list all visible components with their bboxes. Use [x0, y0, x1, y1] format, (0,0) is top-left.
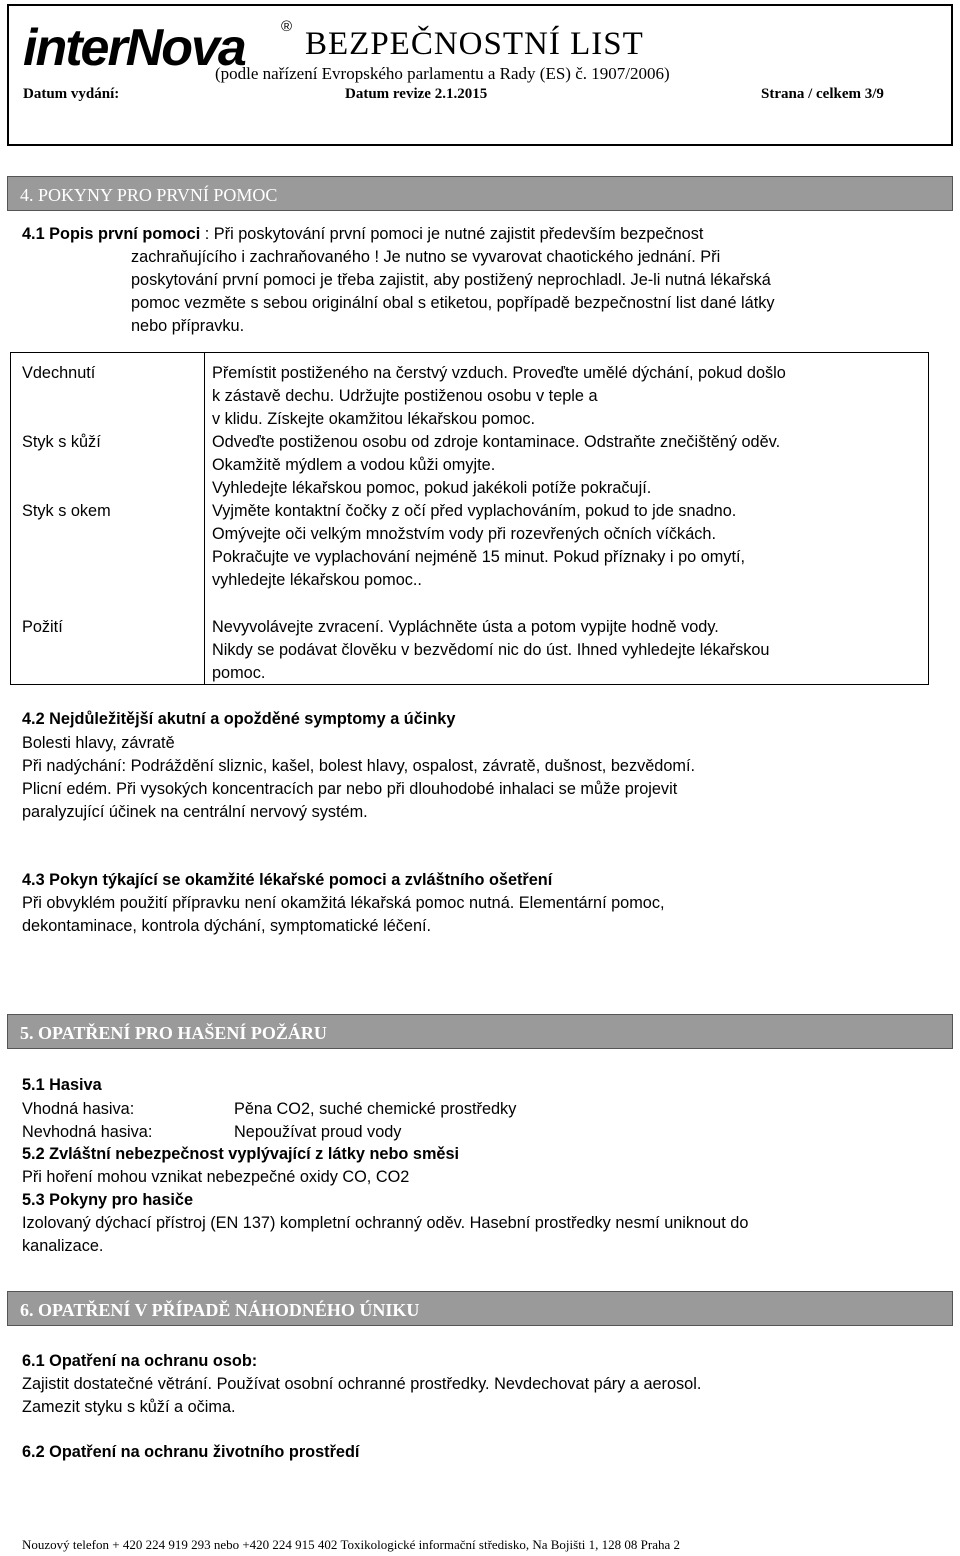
- section-4-3-text: dekontaminace, kontrola dýchání, symptomatické léčení.: [22, 917, 432, 935]
- section-4-heading: 4. POKYNY PRO PRVNÍ POMOC: [20, 185, 278, 205]
- section-4-3-text: Při obvyklém použití přípravku není okamžitá lékařská pomoc nutná. Elementární pomoc,: [22, 894, 665, 912]
- first-aid-line: Odveďte postiženou osobu od zdroje kontaminace. Odstraňte znečištěný oděv.: [212, 433, 781, 451]
- section-4-3-title: 4.3 Pokyn týkající se okamžité lékařské pomoci a zvláštního ošetření: [22, 871, 553, 889]
- unsuitable-extinguishers-label: Nevhodná hasiva:: [22, 1123, 153, 1141]
- section-6-heading: 6. OPATŘENÍ V PŘÍPADĚ NÁHODNÉHO ÚNIKU: [20, 1300, 420, 1320]
- section-4-2-text: Bolesti hlavy, závratě: [22, 734, 175, 752]
- section-5-3-text: kanalizace.: [22, 1237, 104, 1255]
- section-4-2-text: paralyzující účinek na centrální nervový systém.: [22, 803, 368, 821]
- section-4-1-text-2: poskytování první pomoci je třeba zajistit, aby postižený neprochladl. Je-li nutná lékařská: [131, 271, 771, 289]
- section-5-2-title: 5.2 Zvláštní nebezpečnost vyplývající z látky nebo směsi: [22, 1145, 460, 1163]
- first-aid-line: Vyjměte kontaktní čočky z očí před vyplachováním, pokud to jde snadno.: [212, 502, 737, 520]
- section-4-1-text-1: zachraňujícího i zachraňovaného ! Je nutno se vyvarovat chaotického jednání. Při: [131, 248, 721, 266]
- first-aid-line: Okamžitě mýdlem a vodou kůži omyjte.: [212, 456, 496, 474]
- section-6-2-title: 6.2 Opatření na ochranu životního prostředí: [22, 1443, 360, 1461]
- logo-wordmark: interNova: [23, 19, 245, 77]
- first-aid-line: pomoc.: [212, 664, 266, 682]
- emergency-phone-footer: Nouzový telefon + 420 224 919 293 nebo +420 224 915 402 Toxikologické informační středisko, Na Bojišti 1, 128 08 Praha 2: [22, 1537, 681, 1552]
- first-aid-line: Omývejte oči velkým množstvím vody při rozevřených očních víčkách.: [212, 525, 716, 543]
- section-5-2-text: Při hoření mohou vznikat nebezpečné oxidy CO, CO2: [22, 1168, 410, 1186]
- section-6-1-title: 6.1 Opatření na ochranu osob:: [22, 1352, 258, 1370]
- section-4-2-title: 4.2 Nejdůležitější akutní a opožděné symptomy a účinky: [22, 710, 456, 728]
- first-aid-line: k zástavě dechu. Udržujte postiženou osobu v teple a: [212, 387, 598, 405]
- suitable-extinguishers-label: Vhodná hasiva:: [22, 1100, 135, 1118]
- section-5-heading-bar: [7, 1014, 953, 1049]
- section-6-1-text: Zamezit styku s kůží a očima.: [22, 1398, 236, 1416]
- section-4-1-title: 4.1 Popis první pomoci: [22, 225, 201, 243]
- first-aid-line: Nikdy se podávat člověku v bezvědomí nic do úst. Ihned vyhledejte lékařskou: [212, 641, 770, 659]
- document-header: [7, 4, 953, 146]
- section-5-1-title: 5.1 Hasiva: [22, 1076, 102, 1094]
- label-skin-contact: Styk s kůží: [22, 433, 101, 451]
- document-subtitle: (podle nařízení Evropského parlamentu a Rady (ES) č. 1907/2006): [215, 64, 670, 83]
- section-5-3-title: 5.3 Pokyny pro hasiče: [22, 1191, 194, 1209]
- first-aid-line: v klidu. Získejte okamžitou lékařskou pomoc.: [212, 410, 536, 428]
- table-column-divider: [204, 353, 205, 684]
- section-4-2-text: Plicní edém. Při vysokých koncentracích par nebo při dlouhodobé inhalaci se může projevit: [22, 780, 678, 798]
- first-aid-line: Nevyvolávejte zvracení. Vypláchněte ústa a potom vypijte hodně vody.: [212, 618, 719, 636]
- section-4-heading-bar: [7, 176, 953, 211]
- document-title: BEZPEČNOSTNÍ LIST: [305, 26, 644, 62]
- section-5-3-text: Izolovaný dýchací přístroj (EN 137) kompletní ochranný oděv. Hasební prostředky nesmí uniknout do: [22, 1214, 749, 1232]
- first-aid-line: Přemístit postiženého na čerstvý vzduch. Proveďte umělé dýchání, pokud došlo: [212, 364, 786, 382]
- section-5-heading: 5. OPATŘENÍ PRO HAŠENÍ POŽÁRU: [20, 1023, 327, 1043]
- section-6-heading-bar: [7, 1291, 953, 1326]
- section-4-1-text-0: : Při poskytování první pomoci je nutné zajistit především bezpečnost: [200, 225, 704, 243]
- label-ingestion: Požití: [22, 618, 63, 636]
- revision-date: Datum revize 2.1.2015: [345, 86, 488, 102]
- first-aid-line: Vyhledejte lékařskou pomoc, pokud jakékoli potíže pokračují.: [212, 479, 652, 497]
- section-4-1-text-3: pomoc vezměte s sebou originální obal s etiketou, popřípadě bezpečnostní list dané látky: [131, 294, 775, 312]
- section-4-2-text: Při nadýchání: Podráždění sliznic, kašel, bolest hlavy, ospalost, závratě, dušnost, bezvědomí.: [22, 757, 696, 775]
- suitable-extinguishers-value: Pěna CO2, suché chemické prostředky: [234, 1100, 517, 1118]
- label-inhalation: Vdechnutí: [22, 364, 96, 382]
- first-aid-line: vyhledejte lékařskou pomoc..: [212, 571, 422, 589]
- issue-date-label: Datum vydání:: [23, 86, 120, 102]
- label-eye-contact: Styk s okem: [22, 502, 111, 520]
- page-counter: Strana / celkem 3/9: [761, 86, 884, 102]
- section-4-1-first-line: [22, 225, 703, 244]
- first-aid-line: Pokračujte ve vyplachování nejméně 15 minut. Pokud příznaky i po omytí,: [212, 548, 746, 566]
- unsuitable-extinguishers-value: Nepoužívat proud vody: [234, 1123, 402, 1141]
- section-4-1-text-4: nebo přípravku.: [131, 317, 245, 335]
- registered-mark: ®: [281, 18, 293, 35]
- section-6-1-text: Zajistit dostatečné větrání. Používat osobní ochranné prostředky. Nevdechovat páry a aerosol.: [22, 1375, 702, 1393]
